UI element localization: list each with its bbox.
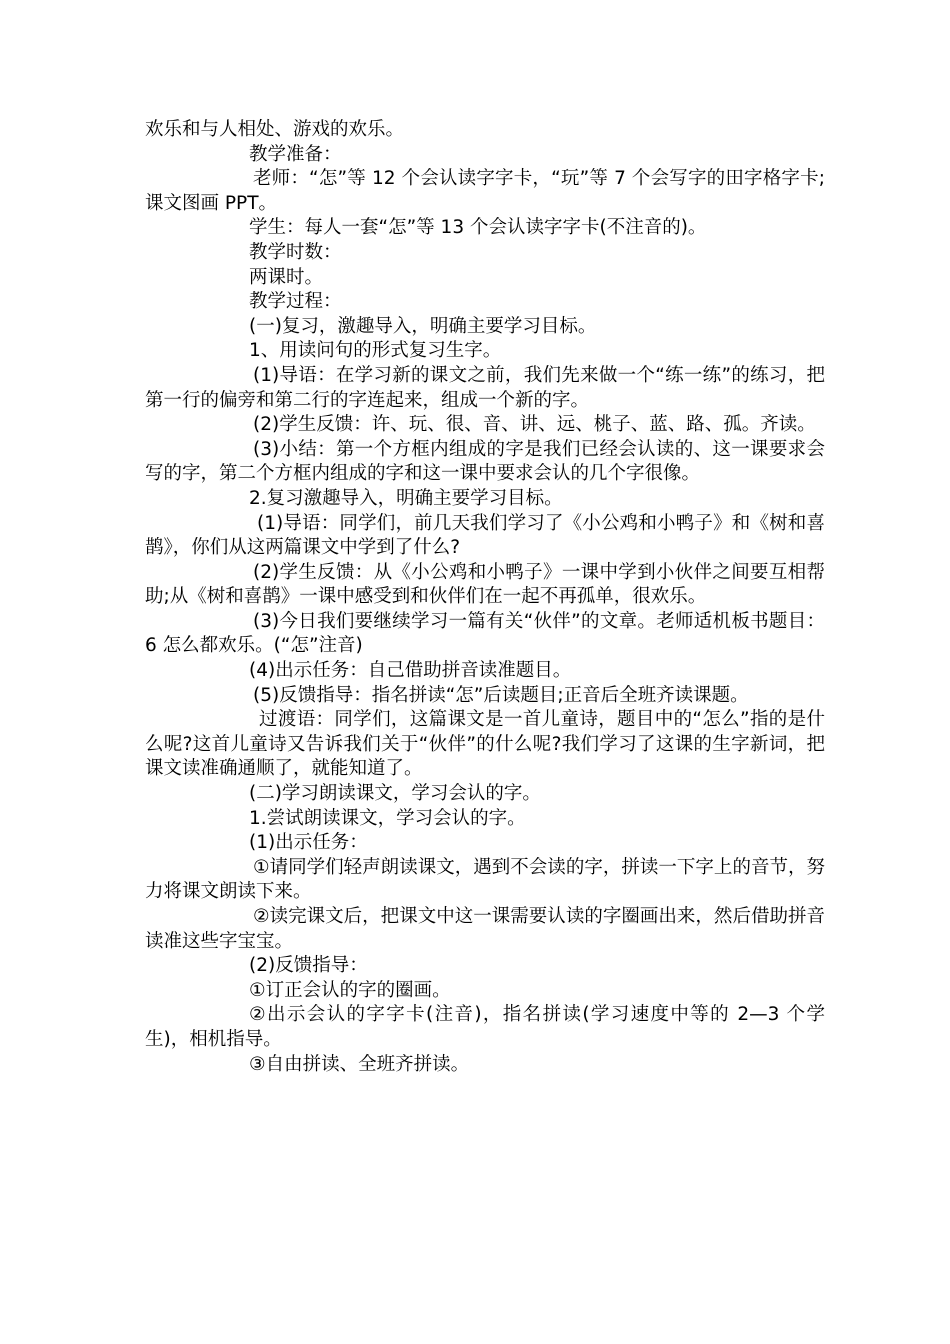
paragraph: 两课时。 [249,266,324,288]
paragraph: (二)学习朗读课文，学习会认的字。 [249,783,541,805]
paragraph: (4)出示任务：自己借助拼音读准题目。 [249,660,572,682]
paragraph: 教学过程： [249,291,342,313]
paragraph: 1.尝试朗读课文，学习会认的字。 [249,807,526,829]
paragraph: ①订正会认的字的圈画。 [249,979,451,1001]
paragraph: 2.复习激趣导入，明确主要学习目标。 [249,487,563,509]
paragraph: 欢乐和与人相处、游戏的欢乐。 [145,119,405,140]
paragraph: (2)学生反馈：从《小公鸡和小鸭子》一课中学到小伙伴之间要互相帮助;从《树和喜鹊》一课中感受到和伙伴们在一起不再孤单，很欢乐。 [145,561,825,608]
paragraph: (3)小结：第一个方框内组成的字是我们已经会认读的、这一课要求会写的字，第二个方框内组成的字和这一课中要求会认的几个字很像。 [145,438,825,485]
paragraph: ③自由拼读、全班齐拼读。 [249,1053,470,1075]
paragraph: (5)反馈指导：指名拼读“怎”后读题目;正音后全班齐读课题。 [253,684,749,706]
paragraph: (2)学生反馈：许、玩、很、音、讲、远、桃子、蓝、路、孤。齐读。 [253,414,816,436]
paragraph: 老师：“怎”等 12 个会认读字字卡，“玩”等 7 个会写字的田字格字卡;课文图画 PPT。 [145,168,825,214]
paragraph: (一)复习，激趣导入，明确主要学习目标。 [249,315,597,337]
paragraph: (3)今日我们要继续学习一篇有关“伙伴”的文章。老师适机板书题目：6 怎么都欢乐。(“怎”注音) [145,610,825,657]
paragraph: (1)出示任务： [249,832,368,854]
paragraph: 教学时数： [249,241,342,263]
document-body [145,118,825,1077]
paragraph: ①请同学们轻声朗读课文，遇到不会读的字，拼读一下字上的音节，努力将课文朗读下来。 [145,856,825,903]
paragraph: ②读完课文后，把课文中这一课需要认读的字圈画出来，然后借助拼音读准这些字宝宝。 [145,906,825,952]
paragraph: (1)导语：同学们，前几天我们学习了《小公鸡和小鸭子》和《树和喜鹊》，你们从这两篇课文中学到了什么? [145,512,825,559]
paragraph: (2)反馈指导： [249,955,368,977]
paragraph: 学生：每人一套“怎”等 13 个会认读字字卡(不注音的)。 [249,217,707,239]
paragraph: 教学准备： [249,143,342,165]
paragraph: 过渡语：同学们，这篇课文是一首儿童诗，题目中的“怎么”指的是什么呢?这首儿童诗又告诉我们关于“伙伴”的什么呢?我们学习了这课的生字新词，把课文读准确通顺了，就能知道了。 [145,709,825,780]
paragraph: ②出示会认的字字卡(注音)，指名拼读(学习速度中等的 2—3 个学生)，相机指导。 [145,1004,825,1050]
paragraph: 1、用读问句的形式复习生字。 [249,340,502,362]
paragraph: (1)导语：在学习新的课文之前，我们先来做一个“练一练”的练习，把第一行的偏旁和第二行的字连起来，组成一个新的字。 [145,364,825,411]
